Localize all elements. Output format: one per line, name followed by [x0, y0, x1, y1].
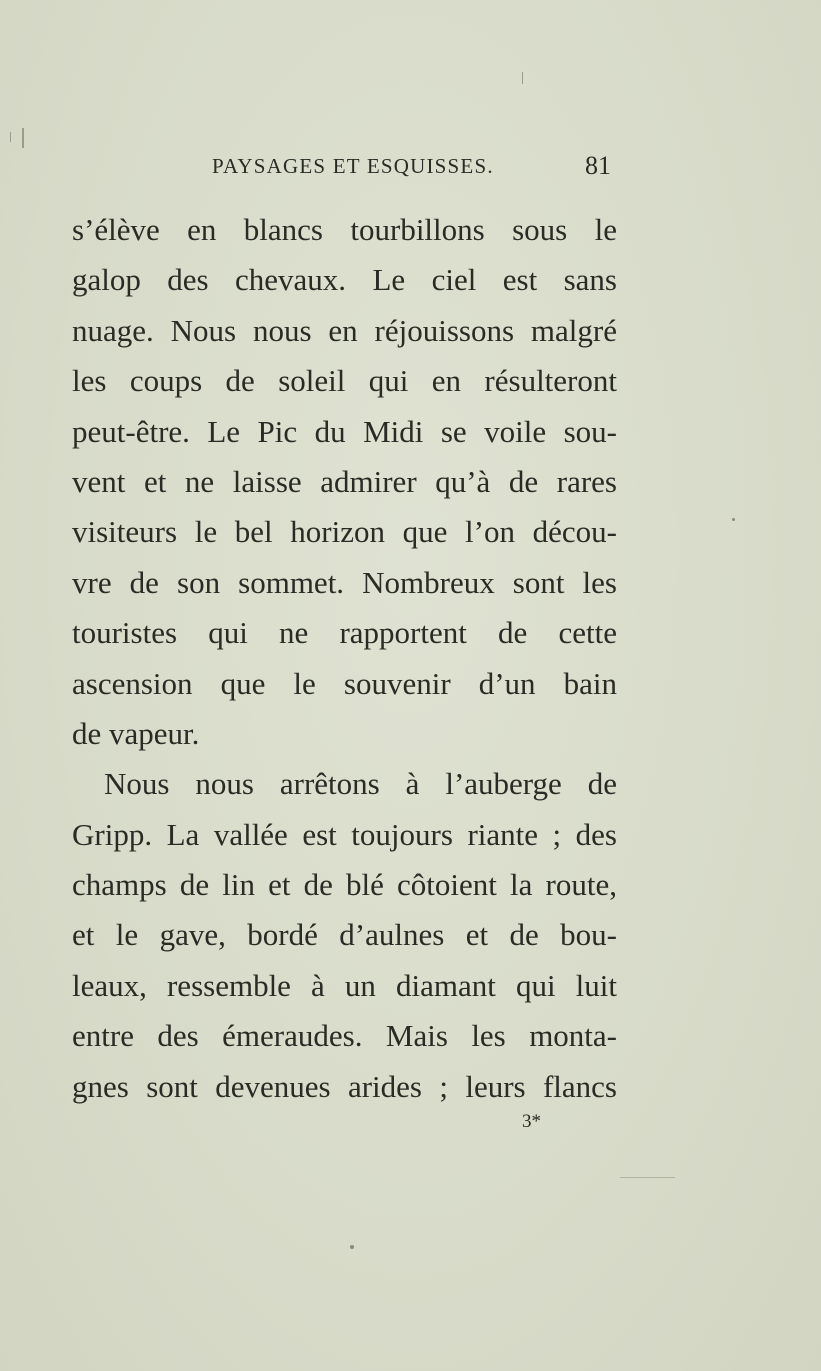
text-line: leaux, ressemble à un diamant qui luit [72, 967, 617, 1003]
text-line: les coups de soleil qui en résulteront [72, 363, 617, 399]
text-line: touristes qui ne rapportent de cette [72, 615, 617, 651]
text-line: vent et ne laisse admirer qu’à de rares [72, 463, 617, 499]
speck [350, 1245, 354, 1249]
text-line: visiteurs le bel horizon que l’on décou- [72, 514, 617, 550]
text-line: champs de lin et de blé côtoient la route, [72, 867, 617, 903]
margin-mark [22, 128, 24, 148]
running-title: PAYSAGES ET ESQUISSES. [212, 154, 494, 178]
text-line: gnes sont devenues arides ; leurs flancs [72, 1068, 617, 1104]
text-line: s’élève en blancs tourbillons sous le [72, 212, 617, 247]
text-line: nuage. Nous nous en réjouissons malgré [72, 312, 617, 348]
margin-mark [620, 1177, 675, 1178]
text-line: de vapeur. [72, 715, 200, 751]
text-line: et le gave, bordé d’aulnes et de bou- [72, 917, 617, 953]
page-number: 81 [585, 151, 611, 180]
margin-mark [522, 72, 523, 84]
text-line: peut-être. Le Pic du Midi se voile sou- [72, 413, 617, 449]
text-line: Gripp. La vallée est toujours riante ; des [72, 816, 617, 852]
speck [732, 518, 735, 521]
margin-mark [10, 132, 11, 142]
running-head [72, 148, 617, 184]
text-line: galop des chevaux. Le ciel est sans [72, 262, 617, 298]
text-line: ascension que le souvenir d’un bain [72, 665, 617, 701]
body-text [72, 205, 617, 1112]
text-line: Nous nous arrêtons à l’auberge de [104, 766, 617, 802]
signature-mark: 3* [522, 1111, 541, 1132]
text-line: vre de son sommet. Nombreux sont les [72, 564, 617, 600]
text-line: entre des émeraudes. Mais les monta- [72, 1018, 617, 1054]
